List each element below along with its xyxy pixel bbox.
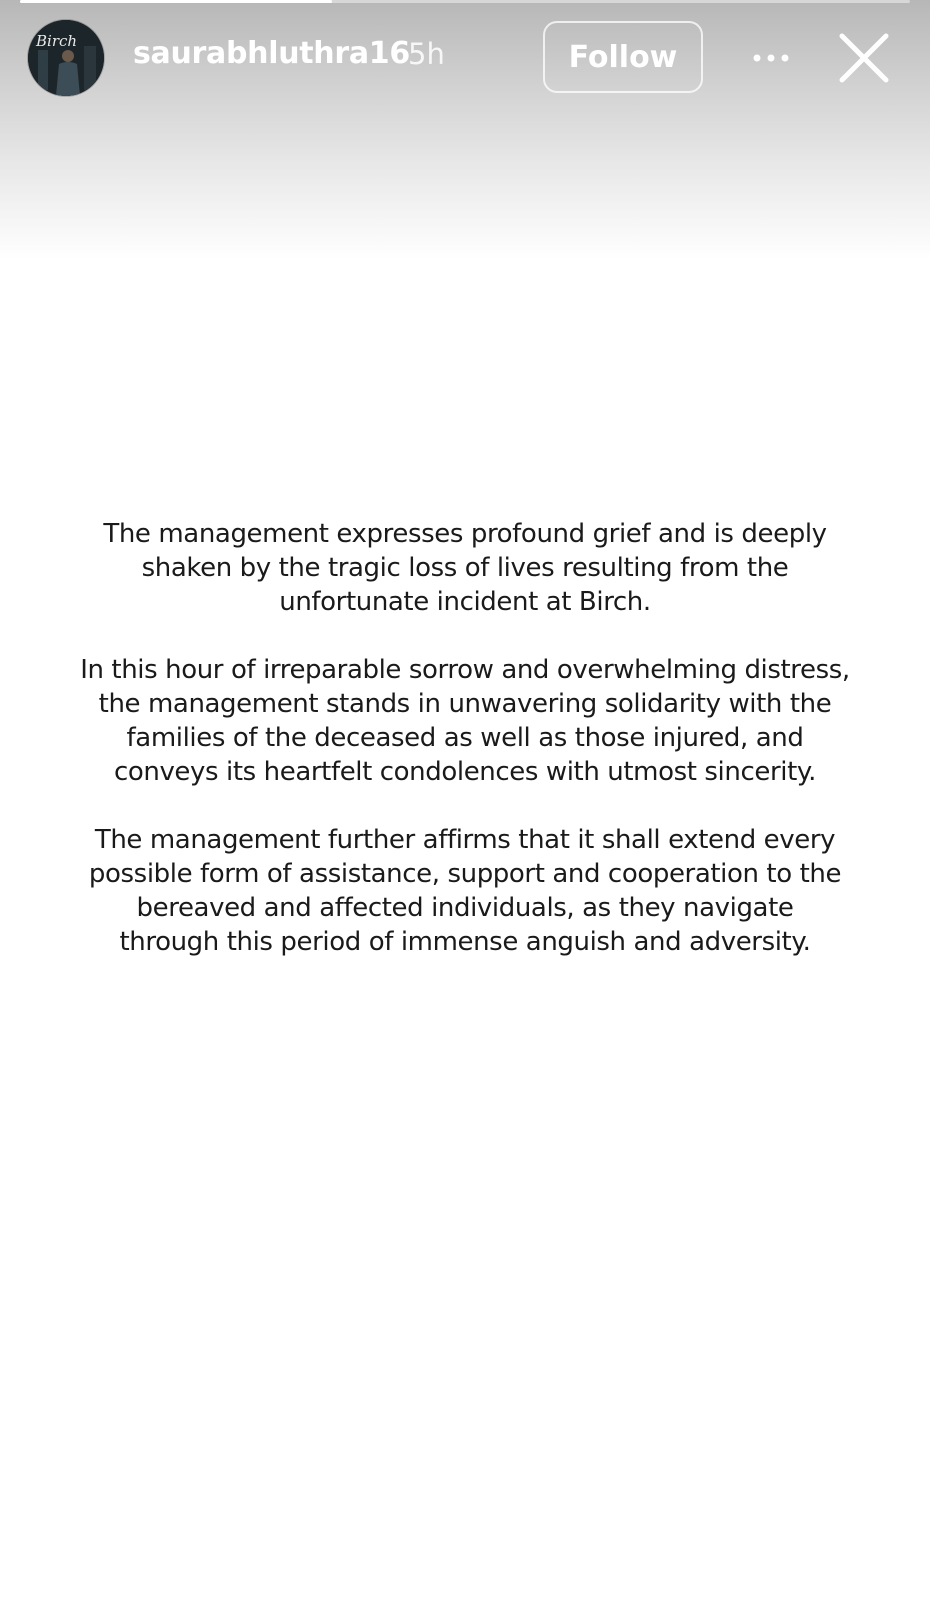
avatar[interactable] — [28, 20, 104, 96]
statement-line: possible form of assistance, support and cooperation to the — [88, 859, 842, 889]
statement-paragraph-2 — [40, 653, 890, 789]
avatar-logo-text: Birch — [36, 32, 78, 50]
story-progress-fill — [20, 0, 332, 3]
statement-line: shaken by the tragic loss of lives resulting from the — [141, 553, 789, 583]
more-horizontal-icon — [751, 53, 791, 63]
avatar-image — [28, 20, 104, 96]
statement-line: through this period of immense anguish and adversity. — [119, 927, 811, 957]
close-button[interactable] — [836, 30, 892, 86]
statement-paragraph-1 — [40, 517, 890, 619]
statement-line: The management further affirms that it shall extend every — [94, 825, 836, 855]
post-time: 5h — [408, 37, 445, 71]
more-options-button[interactable] — [745, 38, 797, 78]
statement-text — [40, 517, 890, 993]
statement-line: unfortunate incident at Birch. — [279, 587, 651, 617]
statement-line: bereaved and affected individuals, as they navigate — [136, 893, 794, 923]
statement-paragraph-3 — [40, 823, 890, 959]
close-icon — [836, 30, 892, 86]
statement-line: the management stands in unwavering solidarity with the — [98, 689, 832, 719]
statement-line: conveys its heartfelt condolences with utmost sincerity. — [113, 757, 817, 787]
username[interactable]: saurabhluthra16 — [133, 36, 410, 71]
story-progress-bar — [20, 0, 910, 3]
follow-button[interactable]: Follow — [543, 21, 703, 93]
statement-line: families of the deceased as well as those injured, and — [126, 723, 804, 753]
statement-line: The management expresses profound grief and is deeply — [103, 519, 827, 549]
statement-line: In this hour of irreparable sorrow and overwhelming distress, — [80, 655, 850, 685]
